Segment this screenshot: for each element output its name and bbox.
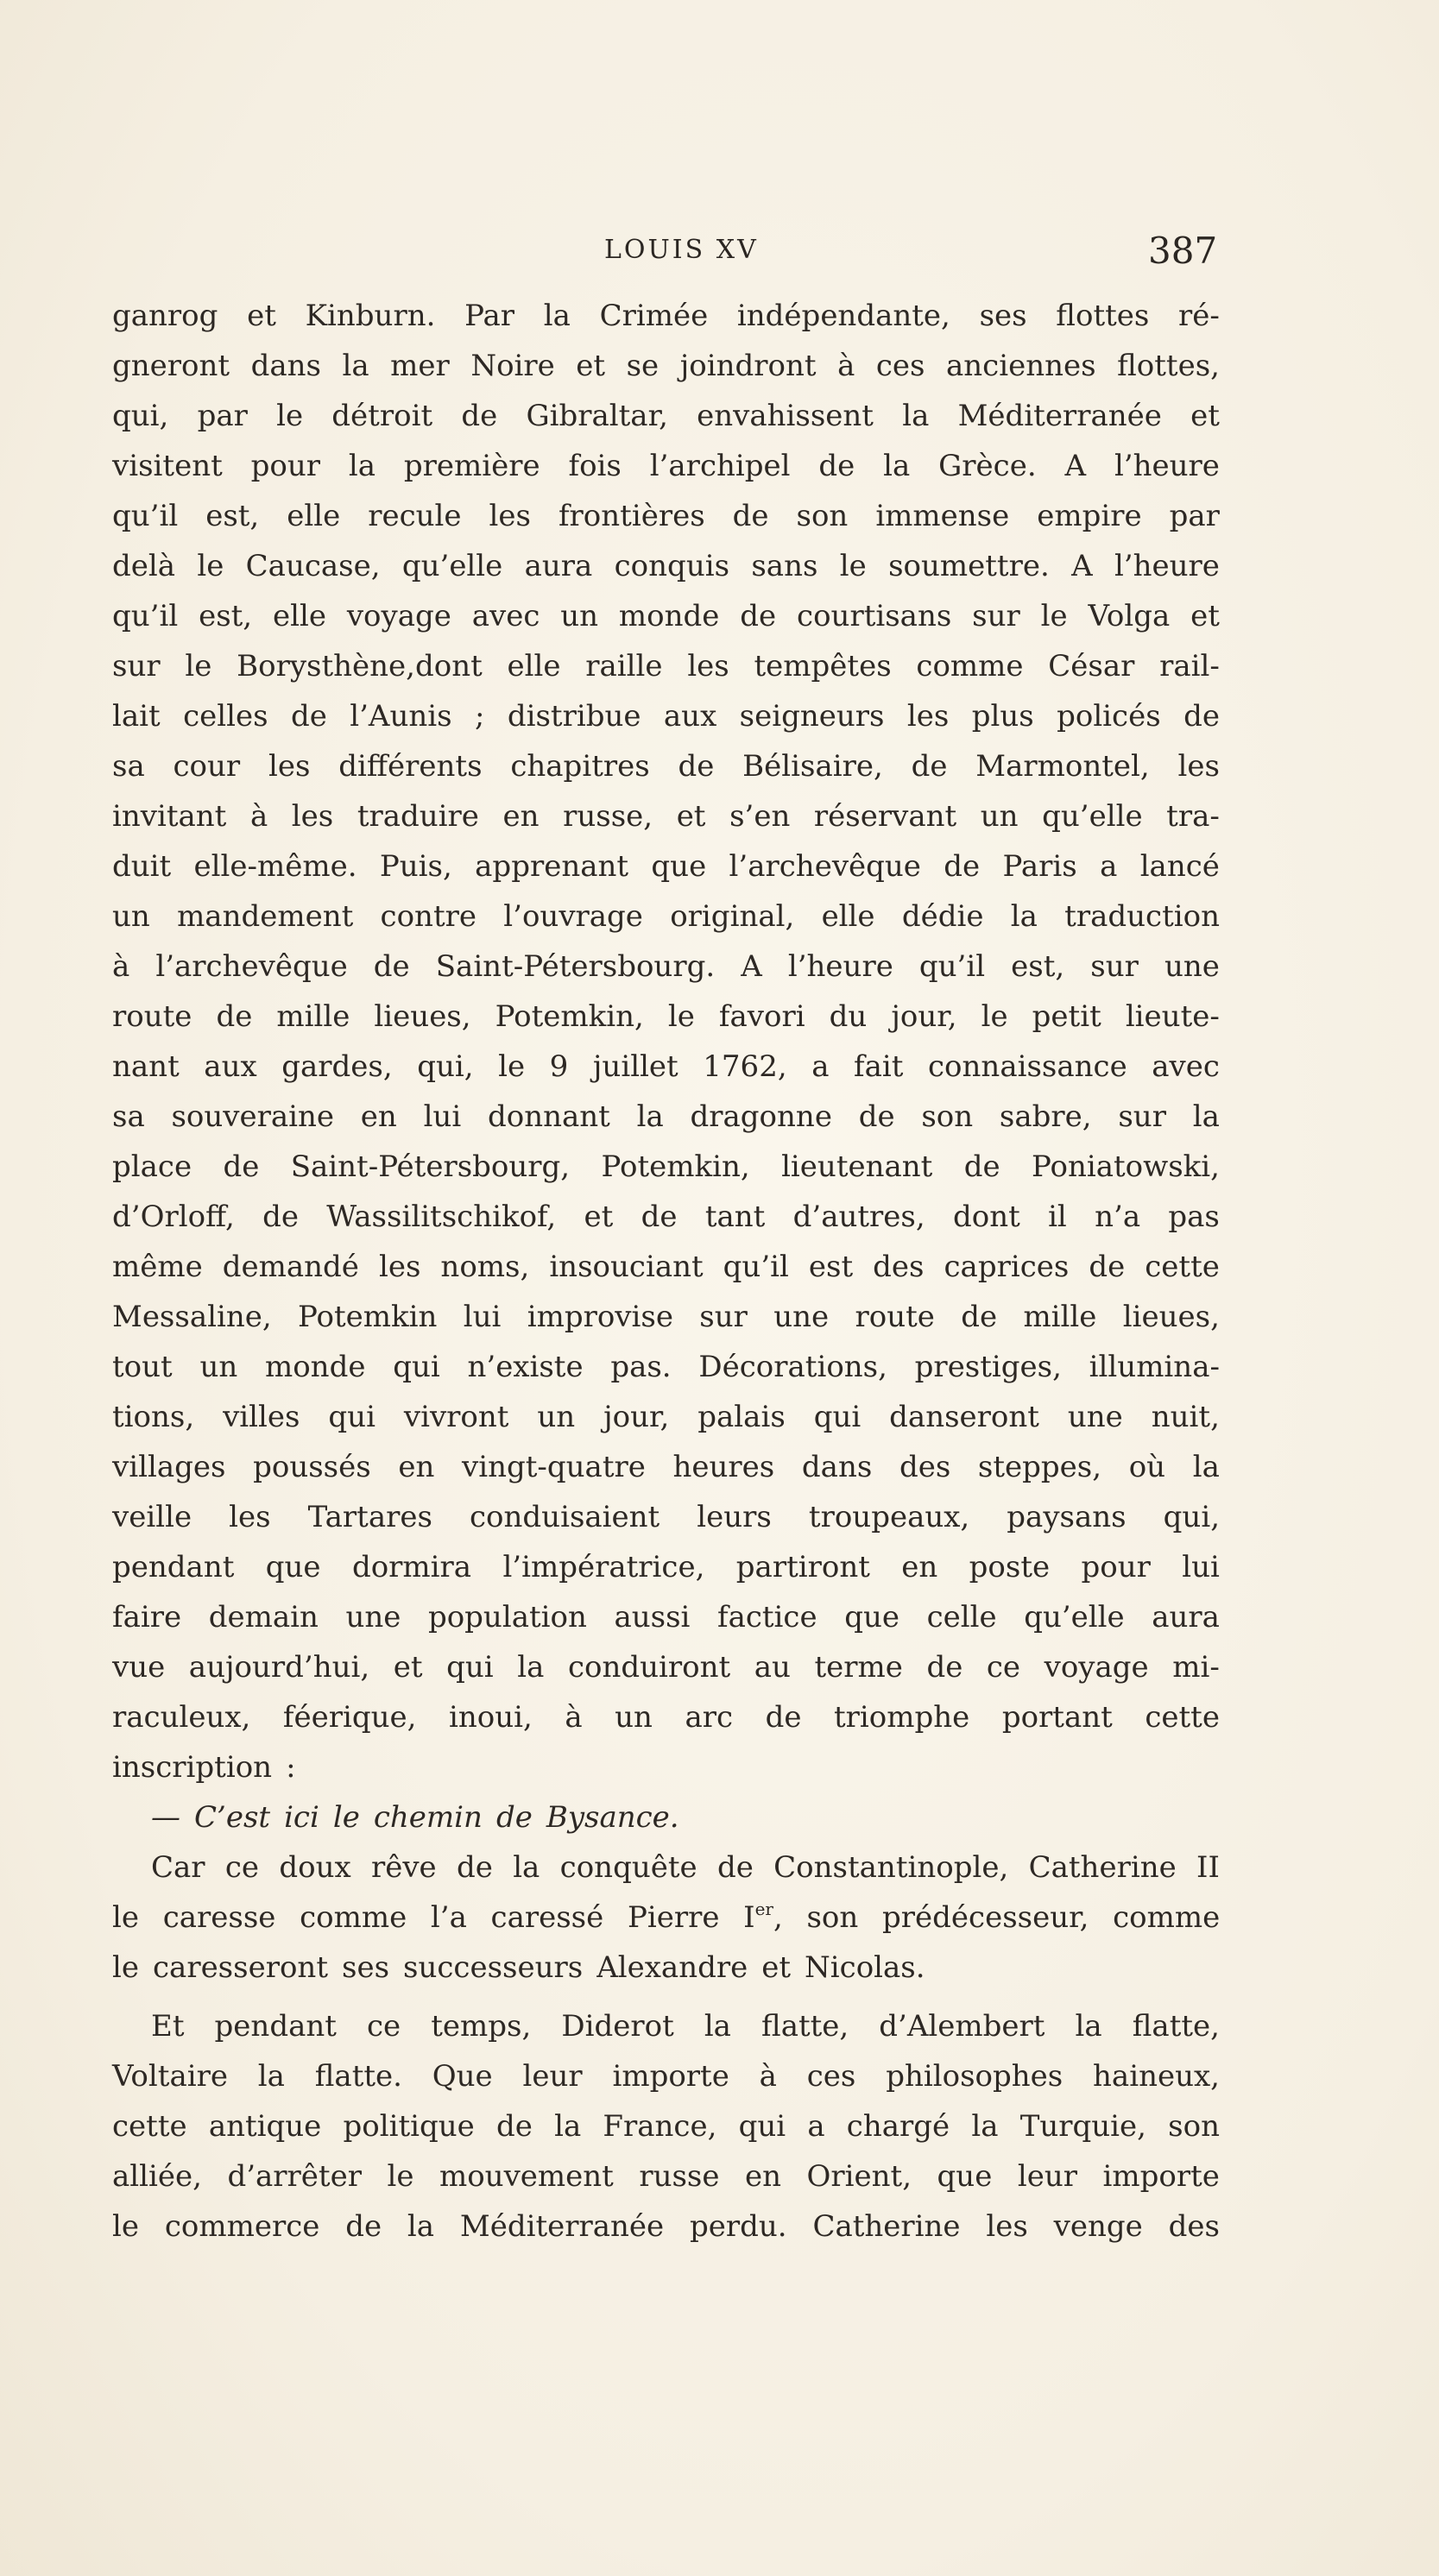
text-line: invitant à les traduire en russe, et s’en réservant un qu’elle tra- bbox=[112, 799, 1220, 834]
text-line: qu’il est, elle recule les frontières de son immense empire par bbox=[112, 499, 1220, 533]
text-line: qu’il est, elle voyage avec un monde de courtisans sur le Volga et bbox=[112, 599, 1220, 633]
text-line: tout un monde qui n’existe pas. Décorations, prestiges, illumina- bbox=[112, 1350, 1220, 1384]
text-line: raculeux, féerique, inoui, à un arc de triomphe portant cette bbox=[112, 1700, 1220, 1735]
text-line: Car ce doux rêve de la conquête de Constantinople, Catherine II bbox=[151, 1850, 1220, 1885]
text-line: sa souveraine en lui donnant la dragonne de son sabre, sur la bbox=[112, 1099, 1220, 1134]
paragraph-2 bbox=[112, 1842, 1220, 1993]
body-text bbox=[112, 291, 1220, 2252]
text-line: place de Saint-Pétersbourg, Potemkin, lieutenant de Poniatowski, bbox=[112, 1149, 1220, 1184]
text-line: cette antique politique de la France, qui a chargé la Turquie, son bbox=[112, 2109, 1220, 2144]
text-line: pendant que dormira l’impératrice, partiront en poste pour lui bbox=[112, 1550, 1220, 1584]
text-line: même demandé les noms, insouciant qu’il est des caprices de cette bbox=[112, 1250, 1220, 1284]
text-line: visitent pour la première fois l’archipel de la Grèce. A l’heure bbox=[112, 449, 1220, 483]
page-number: 387 bbox=[1148, 230, 1218, 272]
text-line: tions, villes qui vivront un jour, palais qui danseront une nuit, bbox=[112, 1400, 1220, 1434]
text-line: alliée, d’arrêter le mouvement russe en Orient, que leur importe bbox=[112, 2159, 1220, 2194]
text-line: nant aux gardes, qui, le 9 juillet 1762, a fait connaissance avec bbox=[112, 1049, 1220, 1084]
text-line: Et pendant ce temps, Diderot la flatte, d’Alembert la flatte, bbox=[151, 2009, 1220, 2044]
text-line: un mandement contre l’ouvrage original, elle dédie la traduction bbox=[112, 899, 1220, 934]
text-line: sur le Borysthène,dont elle raille les tempêtes comme César rail- bbox=[112, 649, 1220, 683]
paragraph-1 bbox=[112, 291, 1220, 1792]
text-line: qui, par le détroit de Gibraltar, envahissent la Méditerranée et bbox=[112, 399, 1220, 433]
text-line: route de mille lieues, Potemkin, le favori du jour, le petit lieute- bbox=[112, 999, 1220, 1034]
text-line: vue aujourd’hui, et qui la conduiront au terme de ce voyage mi- bbox=[112, 1650, 1220, 1685]
text-line: inscription : bbox=[112, 1750, 296, 1785]
text-line: le caresseront ses successeurs Alexandre et Nicolas. bbox=[112, 1950, 925, 1985]
text-line: villages poussés en vingt-quatre heures dans des steppes, où la bbox=[112, 1450, 1220, 1484]
quote-line: — C’est ici le chemin de Bysance. bbox=[151, 1800, 679, 1835]
page-header bbox=[0, 230, 1439, 287]
text-line-with-superscript bbox=[112, 1893, 1220, 1943]
paragraph-3 bbox=[112, 2001, 1220, 2252]
superscript: er bbox=[754, 1899, 773, 1919]
text-line: duit elle-même. Puis, apprenant que l’archevêque de Paris a lancé bbox=[112, 849, 1220, 884]
text-line: le commerce de la Méditerranée perdu. Catherine les venge des bbox=[112, 2209, 1220, 2244]
text-line: gneront dans la mer Noire et se joindront à ces anciennes flottes, bbox=[112, 349, 1220, 383]
text-line: veille les Tartares conduisaient leurs troupeaux, paysans qui, bbox=[112, 1500, 1220, 1534]
text-line: sa cour les différents chapitres de Bélisaire, de Marmontel, les bbox=[112, 749, 1220, 784]
text-line: Voltaire la flatte. Que leur importe à ces philosophes haineux, bbox=[112, 2059, 1220, 2094]
text-line: delà le Caucase, qu’elle aura conquis sans le soumettre. A l’heure bbox=[112, 549, 1220, 583]
text-line: à l’archevêque de Saint-Pétersbourg. A l’heure qu’il est, sur une bbox=[112, 949, 1220, 984]
running-head: LOUIS XV bbox=[604, 235, 759, 265]
text-line: lait celles de l’Aunis ; distribue aux seigneurs les plus policés de bbox=[112, 699, 1220, 734]
text-line: ganrog et Kinburn. Par la Crimée indépendante, ses flottes ré- bbox=[112, 299, 1220, 333]
text-line: faire demain une population aussi factice que celle qu’elle aura bbox=[112, 1600, 1220, 1634]
text-line: Messaline, Potemkin lui improvise sur une route de mille lieues, bbox=[112, 1300, 1220, 1334]
text-line: d’Orloff, de Wassilitschikof, et de tant d’autres, dont il n’a pas bbox=[112, 1200, 1220, 1234]
text-fragment: le caresse comme l’a caressé Pierre Ier, son prédécesseur, comme bbox=[112, 1899, 1221, 1935]
